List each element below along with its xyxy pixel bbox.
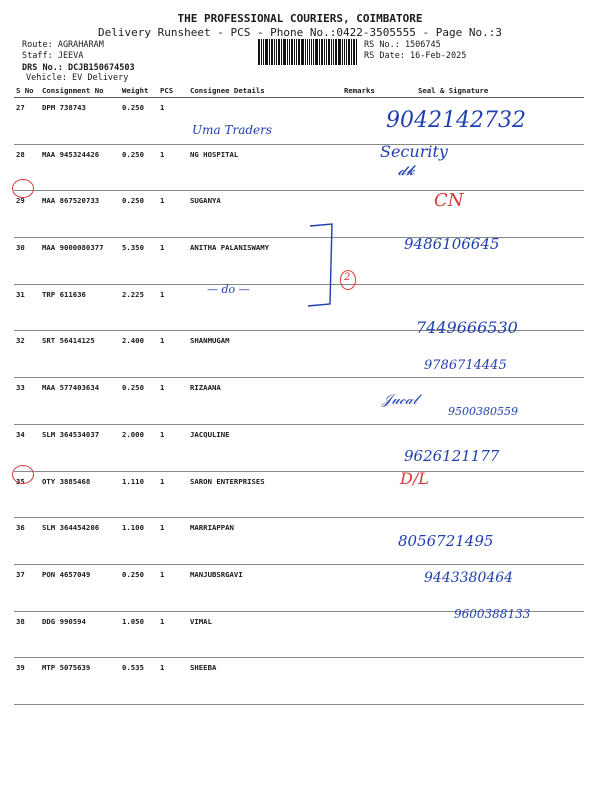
signature-34-scribble: 𝒥𝓊𝒸𝒶𝓁 bbox=[382, 392, 418, 408]
cell-consignee: MARRIAPPAN bbox=[188, 518, 342, 565]
signature-39: 9600388133 bbox=[454, 607, 531, 621]
barcode-bar bbox=[265, 39, 268, 65]
barcode-bar bbox=[296, 39, 297, 65]
barcode-bar bbox=[301, 39, 304, 65]
cell-consignment: DPM 738743 bbox=[40, 98, 120, 145]
cell-consignment: MTP 5075639 bbox=[40, 658, 120, 705]
cell-pcs: 1 bbox=[158, 331, 188, 378]
cell-remarks bbox=[342, 564, 396, 611]
cell-weight: 0.250 bbox=[120, 144, 158, 191]
cell-signature bbox=[396, 658, 584, 705]
barcode-bar bbox=[281, 39, 282, 65]
signature-30: 9486106645 bbox=[404, 235, 500, 253]
cell-consignee: VIMAL bbox=[188, 611, 342, 658]
barcode-bar bbox=[319, 39, 320, 65]
barcode-bar bbox=[289, 39, 290, 65]
col-pcs-header: PCS bbox=[158, 86, 188, 98]
cell-consignee: SUGANYA bbox=[188, 191, 342, 238]
barcode bbox=[258, 39, 358, 65]
cell-remarks bbox=[342, 471, 396, 518]
drs-field: DRS No.: DCJB150674503 bbox=[22, 63, 135, 73]
cell-pcs: 1 bbox=[158, 564, 188, 611]
cell-consignment: MAA 577403634 bbox=[40, 378, 120, 425]
cell-weight: 0.250 bbox=[120, 191, 158, 238]
cell-consignee: RIZAANA bbox=[188, 378, 342, 425]
row-29-circle bbox=[12, 179, 34, 198]
barcode-bar bbox=[309, 39, 311, 65]
col-signature-header: Seal & Signature bbox=[396, 86, 584, 98]
cell-remarks bbox=[342, 331, 396, 378]
barcode-bar bbox=[356, 39, 357, 65]
cell-remarks bbox=[342, 424, 396, 471]
cell-consignee: JACQULINE bbox=[188, 424, 342, 471]
remark-mark: 2 bbox=[344, 272, 351, 283]
cell-consignee: SHANMUGAM bbox=[188, 331, 342, 378]
cell-pcs: 1 bbox=[158, 658, 188, 705]
cell-consignment: TRP 611636 bbox=[40, 284, 120, 331]
cell-weight: 5.350 bbox=[120, 238, 158, 285]
cell-pcs: 1 bbox=[158, 238, 188, 285]
cell-sno: 30 bbox=[14, 238, 40, 285]
cell-sno: 33 bbox=[14, 378, 40, 425]
cell-pcs: 1 bbox=[158, 378, 188, 425]
barcode-bar bbox=[283, 39, 286, 65]
cell-weight: 1.110 bbox=[120, 471, 158, 518]
cell-consignment: SLM 364534037 bbox=[40, 424, 120, 471]
cell-signature bbox=[396, 191, 584, 238]
col-weight-header: Weight bbox=[120, 86, 158, 98]
barcode-bar bbox=[274, 39, 275, 65]
cell-consignee: MANJUBSRGAVI bbox=[188, 564, 342, 611]
barcode-bar bbox=[328, 39, 330, 65]
signature-32: 7449666530 bbox=[416, 318, 518, 337]
cell-sno: 37 bbox=[14, 564, 40, 611]
cell-consignee: ANITHA PALANISWAMY bbox=[188, 238, 342, 285]
rs-date: RS Date: 16-Feb-2025 bbox=[364, 51, 467, 61]
cell-consignment: DDG 990594 bbox=[40, 611, 120, 658]
cell-weight: 2.000 bbox=[120, 424, 158, 471]
barcode-bar bbox=[311, 39, 312, 65]
signature-29-scribble: 𝓭𝓴 bbox=[398, 163, 415, 179]
cell-consignment: PON 4657049 bbox=[40, 564, 120, 611]
barcode-bar bbox=[261, 39, 262, 65]
col-consignee-header: Consignee Details bbox=[188, 86, 342, 98]
cell-consignee: SARON ENTERPRISES bbox=[188, 471, 342, 518]
signature-28: Security bbox=[380, 142, 448, 161]
cell-sno: 38 bbox=[14, 611, 40, 658]
signature-38: 9443380464 bbox=[424, 570, 514, 586]
barcode-bar bbox=[333, 39, 334, 65]
barcode-bar bbox=[307, 39, 308, 65]
col-remarks-header: Remarks bbox=[342, 86, 396, 98]
cell-sno: 29 bbox=[14, 191, 40, 238]
company-title: THE PROFESSIONAL COURIERS, COIMBATORE bbox=[177, 12, 423, 25]
table-row bbox=[14, 658, 584, 705]
cell-consignment: SRT 56414125 bbox=[40, 331, 120, 378]
table-row bbox=[14, 191, 584, 238]
cell-weight: 0.250 bbox=[120, 378, 158, 425]
cell-pcs: 1 bbox=[158, 144, 188, 191]
cell-sno: 28 bbox=[14, 144, 40, 191]
cell-remarks bbox=[342, 284, 396, 331]
signature-37: 8056721495 bbox=[398, 532, 494, 550]
cell-weight: 2.400 bbox=[120, 331, 158, 378]
cell-sno: 39 bbox=[14, 658, 40, 705]
staff-field: Staff: JEEVA bbox=[22, 51, 84, 61]
barcode-bar bbox=[342, 39, 343, 65]
cell-consignment: MAA 9000080377 bbox=[40, 238, 120, 285]
cell-consignment: MAA 867520733 bbox=[40, 191, 120, 238]
signature-33: 9786714445 bbox=[424, 358, 507, 373]
barcode-bar bbox=[335, 39, 337, 65]
handwritten-ditto-31: — do — bbox=[207, 283, 250, 296]
cell-remarks bbox=[342, 658, 396, 705]
cell-weight: 0.250 bbox=[120, 564, 158, 611]
barcode-bar bbox=[315, 39, 318, 65]
barcode-bar bbox=[351, 39, 352, 65]
cell-weight: 2.225 bbox=[120, 284, 158, 331]
signature-35: 9626121177 bbox=[404, 447, 500, 465]
signature-36-red: D/L bbox=[400, 469, 429, 488]
cell-sno: 32 bbox=[14, 331, 40, 378]
cell-consignee: SHEEBA bbox=[188, 658, 342, 705]
cell-pcs: 1 bbox=[158, 471, 188, 518]
cell-weight: 1.100 bbox=[120, 518, 158, 565]
cell-consignment: MAA 945324426 bbox=[40, 144, 120, 191]
barcode-bar bbox=[269, 39, 270, 65]
vehicle-field: Vehicle: EV Delivery bbox=[26, 73, 129, 83]
runsheet-subtitle: Delivery Runsheet - PCS - Phone No.:0422-3505555 - Page No.:3 bbox=[98, 26, 502, 39]
cell-pcs: 1 bbox=[158, 98, 188, 145]
table-row bbox=[14, 144, 584, 191]
cell-pcs: 1 bbox=[158, 191, 188, 238]
cell-sno: 35 bbox=[14, 471, 40, 518]
table-header-row bbox=[14, 86, 584, 98]
cell-pcs: 1 bbox=[158, 284, 188, 331]
cell-consignment: OTY 3885468 bbox=[40, 471, 120, 518]
signature-27: 9042142732 bbox=[386, 108, 526, 133]
cell-sno: 34 bbox=[14, 424, 40, 471]
col-sno-header: S No bbox=[14, 86, 40, 98]
cell-remarks bbox=[342, 611, 396, 658]
barcode-bar bbox=[271, 39, 273, 65]
barcode-bar bbox=[326, 39, 327, 65]
barcode-bar bbox=[263, 39, 264, 65]
barcode-bar bbox=[291, 39, 293, 65]
cell-pcs: 1 bbox=[158, 611, 188, 658]
cell-consignment: SLM 364454206 bbox=[40, 518, 120, 565]
cell-sno: 27 bbox=[14, 98, 40, 145]
barcode-bar bbox=[298, 39, 300, 65]
barcode-bar bbox=[346, 39, 347, 65]
handwritten-consignee-27: Uma Traders bbox=[192, 123, 273, 137]
table-row bbox=[14, 518, 584, 565]
cell-sno: 31 bbox=[14, 284, 40, 331]
barcode-bar bbox=[287, 39, 288, 65]
barcode-bar bbox=[313, 39, 314, 65]
bracket-mark bbox=[306, 222, 340, 308]
cell-consignee bbox=[188, 98, 342, 145]
col-consignment-header: Consignment No bbox=[40, 86, 120, 98]
table-row bbox=[14, 471, 584, 518]
signature-34: 9500380559 bbox=[448, 405, 518, 418]
route-field: Route: AGRAHARAM bbox=[22, 40, 104, 50]
barcode-bar bbox=[338, 39, 341, 65]
barcode-bar bbox=[348, 39, 350, 65]
cell-weight: 0.250 bbox=[120, 98, 158, 145]
cell-remarks bbox=[342, 191, 396, 238]
cell-consignee: NG HOSPITAL bbox=[188, 144, 342, 191]
barcode-bar bbox=[344, 39, 345, 65]
barcode-bar bbox=[276, 39, 277, 65]
barcode-bar bbox=[331, 39, 332, 65]
barcode-bar bbox=[294, 39, 295, 65]
row-36-circle bbox=[12, 465, 34, 484]
cell-pcs: 1 bbox=[158, 424, 188, 471]
barcode-bar bbox=[305, 39, 306, 65]
barcode-bar bbox=[258, 39, 260, 65]
barcode-bar bbox=[324, 39, 325, 65]
rs-number: RS No.: 1506745 bbox=[364, 40, 441, 50]
cell-weight: 0.535 bbox=[120, 658, 158, 705]
barcode-bar bbox=[353, 39, 355, 65]
barcode-bar bbox=[321, 39, 323, 65]
cell-weight: 1.050 bbox=[120, 611, 158, 658]
cell-sno: 36 bbox=[14, 518, 40, 565]
barcode-bar bbox=[278, 39, 280, 65]
cell-pcs: 1 bbox=[158, 518, 188, 565]
cell-remarks bbox=[342, 518, 396, 565]
signature-29-red: CN bbox=[434, 190, 464, 211]
